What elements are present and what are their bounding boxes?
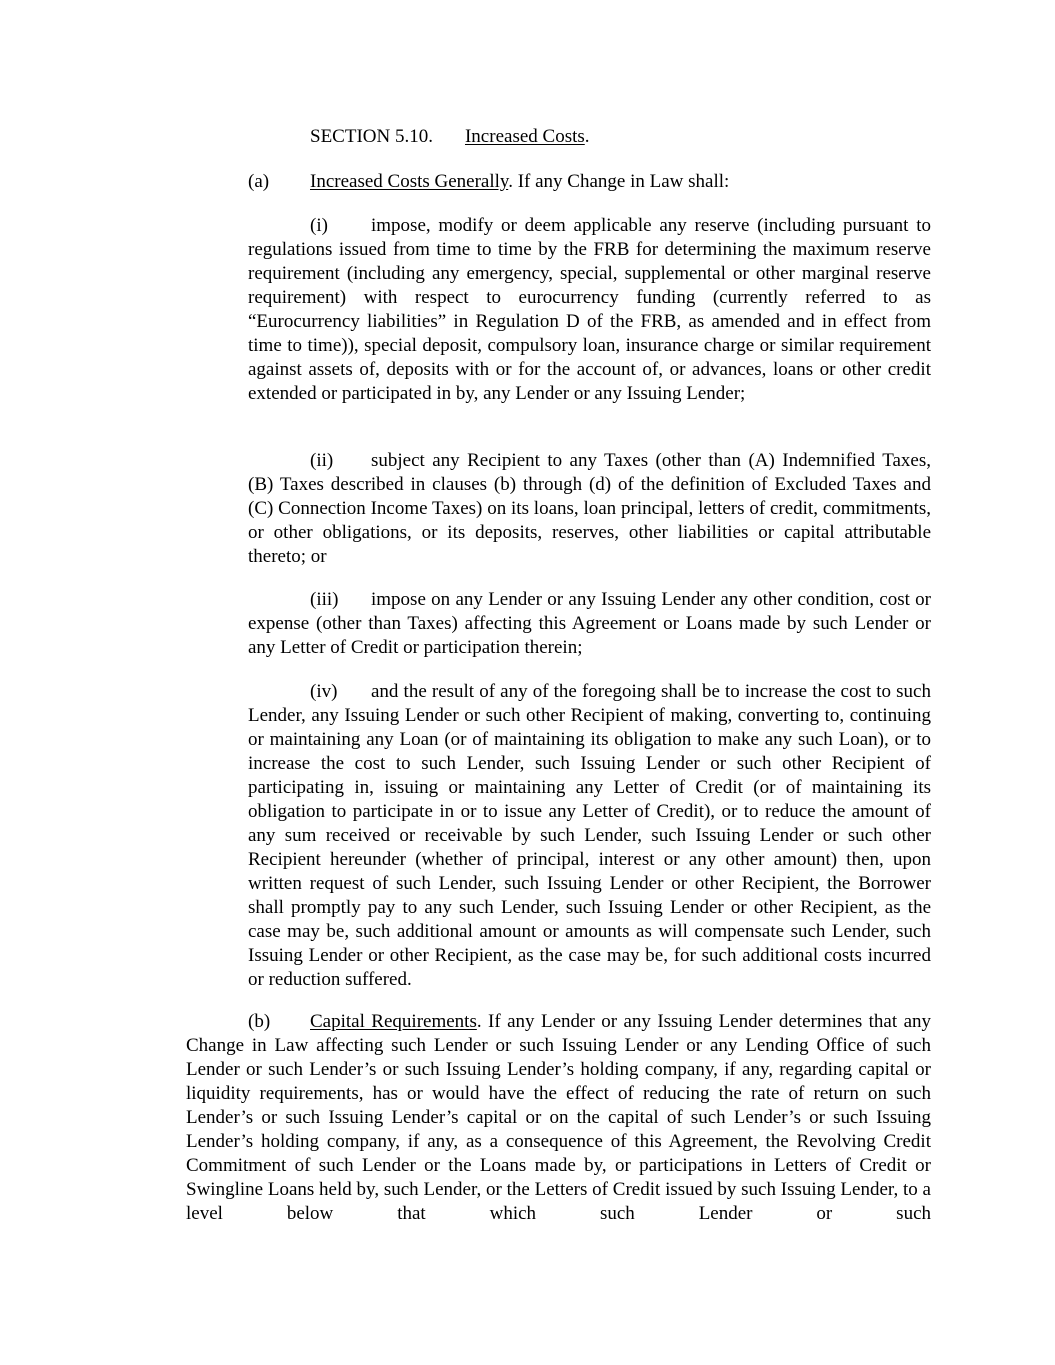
clause-iv xyxy=(248,680,931,992)
clause-ii-text: subject any Recipient to any Taxes (other than (A) Indemnified Taxes, (B) Taxes described in clauses (b) through (d) of the definition of Excluded Taxes and (C) Connection Income Taxes) on its loans, loan principal, letters of credit, commitments, or other obligations, or its deposits, reserves, other liabilities or capital attributable thereto; or xyxy=(248,450,931,567)
clause-i-text: impose, modify or deem applicable any reserve (including pursuant to regulations issued from time to time by the FRB for determining the maximum reserve requirement (including any emergency, special, supplemental or other marginal reserve requirement) with respect to eurocurrency funding (currently referred to as “Eurocurrency liabilities” in Regulation D of the FRB, as amended and in effect from time to time)), special deposit, compulsory loan, insurance charge or similar requirement against assets of, deposits with or for the account of, or advances, loans or other credit extended or participated in by, any Lender or any Issuing Lender; xyxy=(248,215,931,404)
section-title: Increased Costs xyxy=(464,126,585,147)
clause-iii-number: (iii) xyxy=(310,589,339,610)
paragraph-a-intro: . If any Change in Law shall: xyxy=(508,171,730,192)
clause-iii xyxy=(248,588,931,660)
paragraph-b xyxy=(186,1010,931,1226)
section-number: SECTION 5.10. xyxy=(310,126,433,147)
clause-iv-number: (iv) xyxy=(310,681,338,702)
section-heading xyxy=(310,125,590,149)
paragraph-b-label: (b) xyxy=(248,1011,271,1032)
clause-i xyxy=(248,214,931,406)
paragraph-b-text: . If any Lender or any Issuing Lender determines that any Change in Law affecting such Lender or such Issuing Lender or any Lending Office of such Lender or such Lender’s or such Issuing Lender’s holding company, if any, regarding capital or liquidity requirements, has or would have the effect of reducing the rate of return on such Lender’s or such Issuing Lender’s capital or on the capital of such Lender’s or such Issuing Lender’s holding company, if any, as a consequence of this Agreement, the Revolving Credit Commitment of such Lender or the Loans made by, or participations in Letters of Credit or Swingline Loans held by, such Lender, or the Letters of Credit issued by such Issuing Lender, to a level below that which such Lender or such xyxy=(186,1011,932,1224)
paragraph-b-heading: Capital Requirements xyxy=(310,1011,477,1032)
section-title-period: . xyxy=(584,126,590,147)
clause-iv-text: and the result of any of the foregoing shall be to increase the cost to such Lender, any Issuing Lender or such other Recipient of making, converting to, continuing or maintaining any Loan (or of maintaining its obligation to make any such Loan), or to increase the cost to such Lender, such Issuing Lender or such other Recipient of participating in, issuing or maintaining any Letter of Credit (or of maintaining its obligation to participate in or to issue any Letter of Credit), or to reduce the amount of any sum received or receivable by such Lender, such Issuing Lender or such other Recipient hereunder (whether of principal, interest or any other amount) then, upon written request of such Lender, such Issuing Lender or other Recipient, the Borrower shall promptly pay to any such Lender, such Issuing Lender or other Recipient, as the case may be, such additional amount or amounts as will compensate such Lender, such Issuing Lender or other Recipient, as the case may be, for such additional costs incurred or reduction suffered. xyxy=(248,681,931,990)
clause-i-number: (i) xyxy=(310,215,328,236)
paragraph-a xyxy=(248,170,729,194)
paragraph-a-label: (a) xyxy=(248,171,270,192)
clause-ii-number: (ii) xyxy=(310,450,334,471)
clause-iii-text: impose on any Lender or any Issuing Lender any other condition, cost or expense (other than Taxes) affecting this Agreement or Loans made by such Lender or any Letter of Credit or participation therein; xyxy=(248,589,931,658)
paragraph-a-heading: Increased Costs Generally xyxy=(310,171,509,192)
clause-ii xyxy=(248,449,931,569)
